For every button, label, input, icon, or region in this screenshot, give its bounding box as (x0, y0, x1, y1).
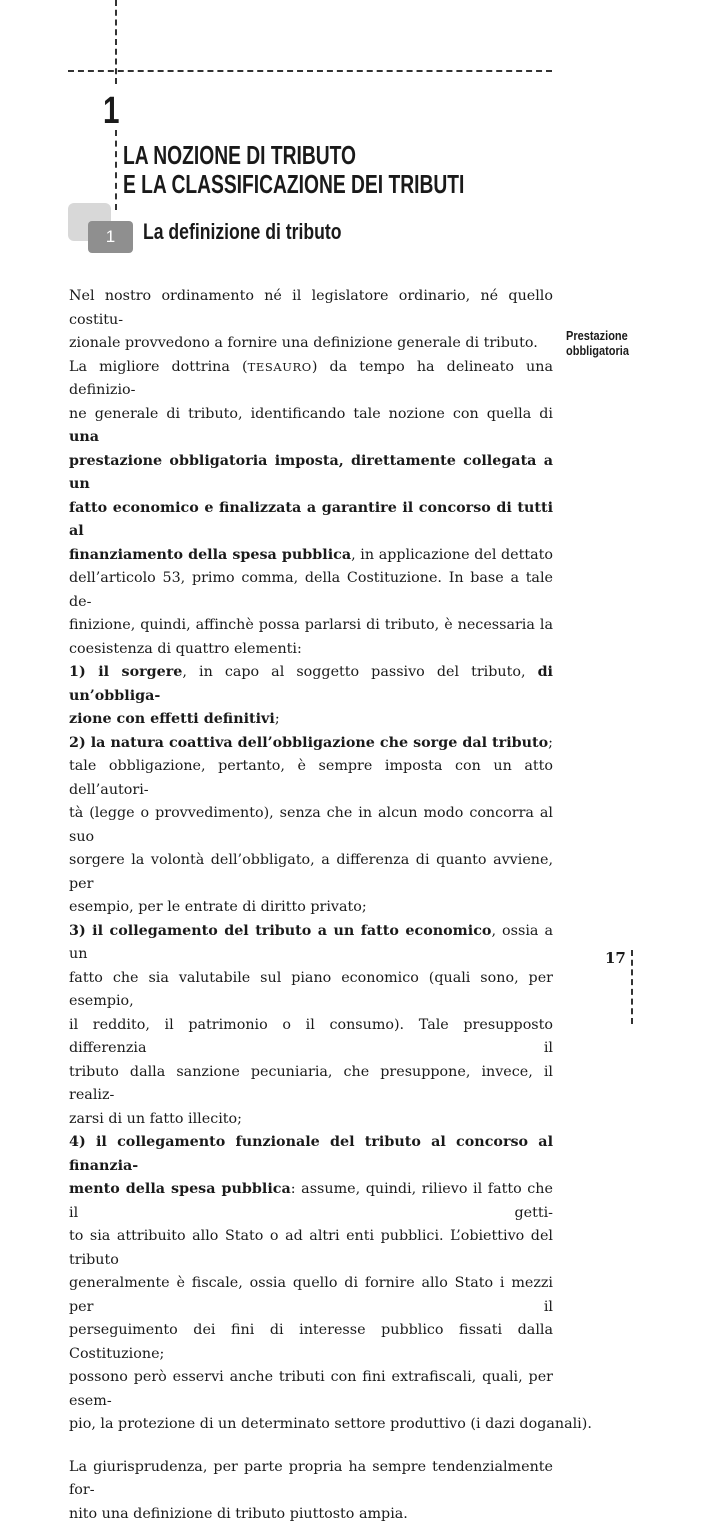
list-item-1-line: 1) il sorgere, in capo al soggetto passivo del tributo, di un’obbliga- (69, 661, 553, 708)
list-item-3-line: 3) il collegamento del tributo a un fatto economico, ossia a un (69, 920, 553, 967)
list-item-4-line: possono però esservi anche tributi con fini extrafiscali, quali, per esem- (69, 1366, 553, 1413)
paragraph-1-line: Nel nostro ordinamento né il legislatore ordinario, né quello costitu- (69, 285, 553, 332)
list-item-2-line: tà (legge o provvedimento), senza che in alcun modo concorra al suo (69, 802, 553, 849)
margin-note-line-2: obbligatoria (566, 344, 629, 359)
list-item-3-line: fatto che sia valutabile sul piano economico (quali sono, per esempio, (69, 967, 553, 1014)
list-item-2-line: sorgere la volontà dell’obbligato, a differenza di quanto avviene, per (69, 849, 553, 896)
horizontal-guide (68, 70, 552, 72)
section-title: La definizione di tributo (143, 219, 341, 245)
margin-note (566, 329, 629, 359)
list-item-4-line: pio, la protezione di un determinato settore produttivo (i dazi doganali). (69, 1413, 553, 1437)
body-text (69, 285, 553, 1526)
chapter-title-line-2: E LA CLASSIFICAZIONE DEI TRIBUTI (123, 170, 464, 199)
list-item-4-line: generalmente è fiscale, ossia quello di fornire allo Stato i mezzi per il (69, 1272, 553, 1319)
paragraph-2-line: finanziamento della spesa pubblica, in applicazione del dettato (69, 544, 553, 568)
bottom-right-guide (631, 950, 633, 1024)
list-item-4-line: perseguimento dei fini di interesse pubblico fissati dalla Costituzione; (69, 1319, 553, 1366)
list-item-3-line: tributo dalla sanzione pecuniaria, che presuppone, invece, il realiz- (69, 1061, 553, 1108)
list-item-2-line: esempio, per le entrate di diritto privato; (69, 896, 553, 920)
paragraph-2-line: La migliore dottrina (TESAURO) da tempo ha delineato una definizio- (69, 356, 553, 403)
author-name: TESAURO (248, 360, 312, 374)
paragraph-gap (69, 1437, 553, 1456)
chapter-title-line-1: LA NOZIONE DI TRIBUTO (123, 141, 464, 170)
list-item-4-line: mento della spesa pubblica: assume, quindi, rilievo il fatto che il getti- (69, 1178, 553, 1225)
list-item-2-line: tale obbligazione, pertanto, è sempre imposta con un atto dell’autori- (69, 755, 553, 802)
chapter-vertical-guide (115, 130, 117, 210)
section-number-badge: 1 (88, 221, 133, 253)
list-item-3-line: il reddito, il patrimonio o il consumo). Tale presupposto differenzia il (69, 1014, 553, 1061)
paragraph-3-line: nito una definizione di tributo piuttosto ampia. (69, 1503, 553, 1526)
paragraph-2-line: finizione, quindi, affinchè possa parlarsi di tributo, è necessaria la (69, 614, 553, 638)
paragraph-2-line: prestazione obbligatoria imposta, direttamente collegata a un (69, 450, 553, 497)
paragraph-2-line: ne generale di tributo, identificando tale nozione con quella di una (69, 403, 553, 450)
chapter-title (123, 141, 464, 199)
paragraph-2-line: coesistenza di quattro elementi: (69, 638, 553, 662)
list-item-2-line: 2) la natura coattiva dell’obbligazione che sorge dal tributo; (69, 732, 553, 756)
page-number: 17 (605, 949, 626, 967)
list-item-4-line: to sia attribuito allo Stato o ad altri enti pubblici. L’obiettivo del tributo (69, 1225, 553, 1272)
paragraph-2-line: dell’articolo 53, primo comma, della Costituzione. In base a tale de- (69, 567, 553, 614)
list-item-3-line: zarsi di un fatto illecito; (69, 1108, 553, 1132)
paragraph-1-line: zionale provvedono a fornire una definizione generale di tributo. (69, 332, 553, 356)
paragraph-2-line: fatto economico e finalizzata a garantire il concorso di tutti al (69, 497, 553, 544)
list-item-4-line: 4) il collegamento funzionale del tributo al concorso al finanzia- (69, 1131, 553, 1178)
chapter-number: 1 (103, 90, 119, 133)
list-item-1-line: zione con effetti definitivi; (69, 708, 553, 732)
paragraph-3-line: La giurisprudenza, per parte propria ha sempre tendenzialmente for- (69, 1456, 553, 1503)
margin-note-line-1: Prestazione (566, 329, 629, 344)
